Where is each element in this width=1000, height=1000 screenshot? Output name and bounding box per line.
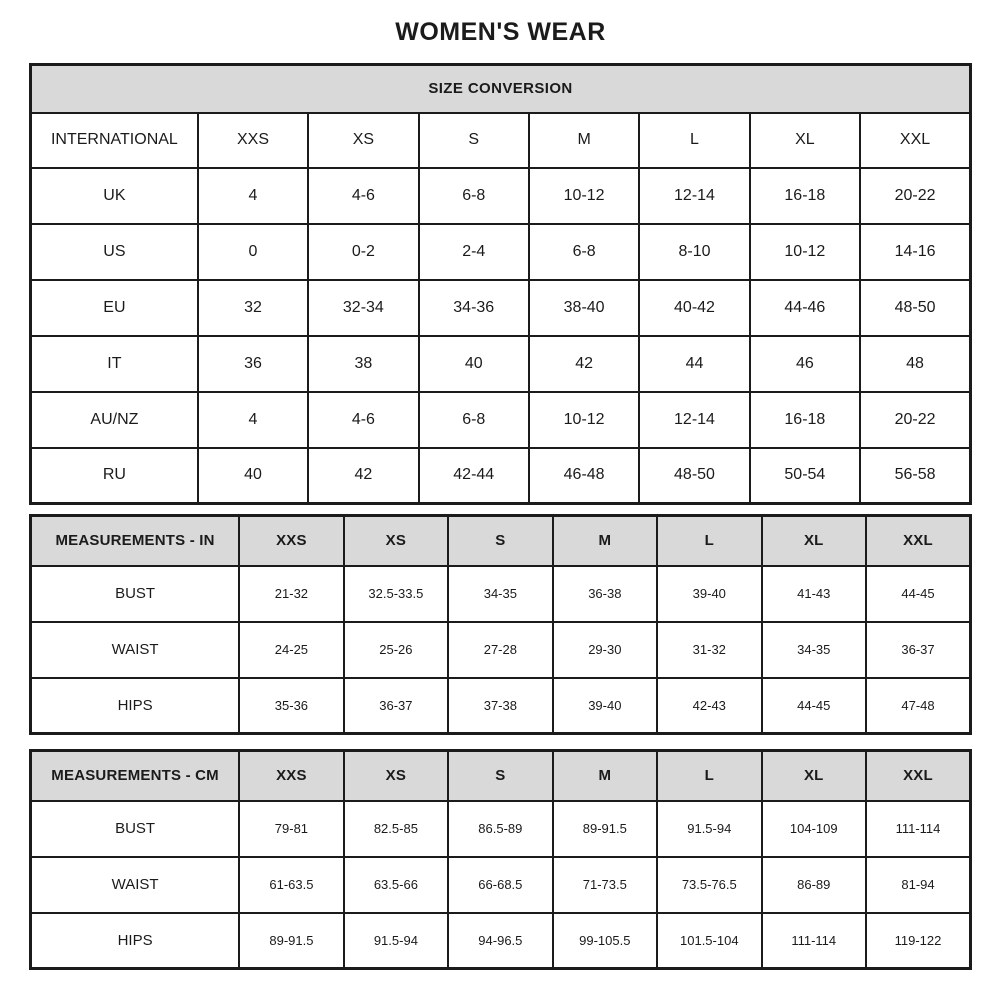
size-value-cell: 20-22 <box>860 168 970 224</box>
measurement-label-cell: HIPS <box>31 913 240 969</box>
size-value-cell: 42 <box>308 448 418 504</box>
size-value-cell: 10-12 <box>750 224 860 280</box>
size-conversion-row <box>31 392 971 448</box>
size-conversion-columns-row <box>31 113 971 168</box>
size-conversion-row <box>31 448 971 504</box>
size-value-cell: 6-8 <box>419 168 529 224</box>
size-conversion-header: SIZE CONVERSION <box>31 65 971 113</box>
measurement-value-cell: 47-48 <box>866 678 971 734</box>
size-column-header: XS <box>344 516 448 566</box>
measurement-value-cell: 91.5-94 <box>657 801 761 857</box>
size-value-cell: 32 <box>198 280 308 336</box>
size-conversion-row <box>31 168 971 224</box>
measurements-in-header-row <box>31 516 971 566</box>
size-value-cell: 46 <box>750 336 860 392</box>
size-value-cell: 4 <box>198 168 308 224</box>
size-column-header: XXS <box>239 751 343 801</box>
size-value-cell: 40 <box>419 336 529 392</box>
page-title: WOMEN'S WEAR <box>395 18 606 46</box>
size-value-cell: 12-14 <box>639 168 749 224</box>
size-value-cell: 32-34 <box>308 280 418 336</box>
size-value-cell: 42-44 <box>419 448 529 504</box>
international-header-cell: INTERNATIONAL <box>31 113 198 168</box>
measurement-value-cell: 71-73.5 <box>553 857 657 913</box>
measurement-value-cell: 34-35 <box>448 566 552 622</box>
size-conversion-band-row <box>31 65 971 113</box>
size-column-header: XXS <box>239 516 343 566</box>
measurements-in-table <box>29 514 972 735</box>
size-value-cell: 48 <box>860 336 970 392</box>
size-column-header: S <box>448 751 552 801</box>
size-column-header: XXS <box>198 113 308 168</box>
size-value-cell: 38-40 <box>529 280 639 336</box>
size-value-cell: 48-50 <box>860 280 970 336</box>
size-value-cell: 6-8 <box>419 392 529 448</box>
measurement-value-cell: 81-94 <box>866 857 971 913</box>
size-value-cell: 8-10 <box>639 224 749 280</box>
measurement-value-cell: 79-81 <box>239 801 343 857</box>
measurement-value-cell: 44-45 <box>866 566 971 622</box>
size-value-cell: 2-4 <box>419 224 529 280</box>
size-value-cell: 4 <box>198 392 308 448</box>
size-column-header: M <box>553 751 657 801</box>
measurements-cm-header-row <box>31 751 971 801</box>
region-label-cell: EU <box>31 280 198 336</box>
size-value-cell: 50-54 <box>750 448 860 504</box>
measurement-value-cell: 86.5-89 <box>448 801 552 857</box>
measurement-value-cell: 91.5-94 <box>344 913 448 969</box>
size-conversion-table <box>29 63 972 505</box>
size-value-cell: 48-50 <box>639 448 749 504</box>
measurement-label-cell: WAIST <box>31 857 240 913</box>
size-value-cell: 16-18 <box>750 168 860 224</box>
size-column-header: XL <box>750 113 860 168</box>
size-value-cell: 46-48 <box>529 448 639 504</box>
size-value-cell: 44-46 <box>750 280 860 336</box>
measurement-value-cell: 39-40 <box>657 566 761 622</box>
measurement-value-cell: 101.5-104 <box>657 913 761 969</box>
region-label-cell: UK <box>31 168 198 224</box>
size-value-cell: 14-16 <box>860 224 970 280</box>
measurement-value-cell: 119-122 <box>866 913 971 969</box>
size-column-header: M <box>553 516 657 566</box>
measurement-value-cell: 32.5-33.5 <box>344 566 448 622</box>
size-column-header: L <box>657 516 761 566</box>
measurement-value-cell: 44-45 <box>762 678 866 734</box>
measurement-value-cell: 37-38 <box>448 678 552 734</box>
size-value-cell: 44 <box>639 336 749 392</box>
size-column-header: M <box>529 113 639 168</box>
measurements-in-row <box>31 622 971 678</box>
size-value-cell: 4-6 <box>308 392 418 448</box>
size-column-header: XS <box>344 751 448 801</box>
measurement-value-cell: 35-36 <box>239 678 343 734</box>
measurements-cm-row <box>31 913 971 969</box>
measurement-value-cell: 36-37 <box>866 622 971 678</box>
measurement-value-cell: 73.5-76.5 <box>657 857 761 913</box>
measurements-cm-header-cell: MEASUREMENTS - CM <box>31 751 240 801</box>
size-value-cell: 40 <box>198 448 308 504</box>
measurements-in-row <box>31 566 971 622</box>
size-column-header: L <box>657 751 761 801</box>
measurement-value-cell: 99-105.5 <box>553 913 657 969</box>
size-conversion-row <box>31 280 971 336</box>
measurement-value-cell: 63.5-66 <box>344 857 448 913</box>
size-column-header: XXL <box>866 516 971 566</box>
size-column-header: S <box>419 113 529 168</box>
measurement-value-cell: 24-25 <box>239 622 343 678</box>
measurement-value-cell: 29-30 <box>553 622 657 678</box>
measurement-value-cell: 111-114 <box>866 801 971 857</box>
measurement-value-cell: 111-114 <box>762 913 866 969</box>
size-value-cell: 42 <box>529 336 639 392</box>
region-label-cell: AU/NZ <box>31 392 198 448</box>
measurements-in-body <box>31 566 971 734</box>
measurement-value-cell: 42-43 <box>657 678 761 734</box>
size-column-header: L <box>639 113 749 168</box>
region-label-cell: IT <box>31 336 198 392</box>
size-value-cell: 38 <box>308 336 418 392</box>
measurements-in-header-cell: MEASUREMENTS - IN <box>31 516 240 566</box>
measurement-value-cell: 25-26 <box>344 622 448 678</box>
region-label-cell: RU <box>31 448 198 504</box>
measurement-value-cell: 36-37 <box>344 678 448 734</box>
measurement-value-cell: 39-40 <box>553 678 657 734</box>
measurement-value-cell: 94-96.5 <box>448 913 552 969</box>
measurement-value-cell: 82.5-85 <box>344 801 448 857</box>
measurement-value-cell: 41-43 <box>762 566 866 622</box>
size-value-cell: 20-22 <box>860 392 970 448</box>
size-value-cell: 16-18 <box>750 392 860 448</box>
measurement-label-cell: BUST <box>31 801 240 857</box>
size-column-header: S <box>448 516 552 566</box>
size-conversion-row <box>31 336 971 392</box>
measurement-value-cell: 34-35 <box>762 622 866 678</box>
size-value-cell: 0 <box>198 224 308 280</box>
measurement-value-cell: 66-68.5 <box>448 857 552 913</box>
size-value-cell: 6-8 <box>529 224 639 280</box>
measurements-cm-body <box>31 801 971 969</box>
size-value-cell: 34-36 <box>419 280 529 336</box>
size-column-header: XL <box>762 516 866 566</box>
measurement-value-cell: 31-32 <box>657 622 761 678</box>
measurement-value-cell: 104-109 <box>762 801 866 857</box>
measurement-label-cell: WAIST <box>31 622 240 678</box>
measurement-label-cell: HIPS <box>31 678 240 734</box>
size-value-cell: 10-12 <box>529 392 639 448</box>
measurement-value-cell: 27-28 <box>448 622 552 678</box>
size-column-header: XXL <box>860 113 970 168</box>
measurements-cm-table <box>29 749 972 970</box>
size-value-cell: 36 <box>198 336 308 392</box>
measurement-value-cell: 86-89 <box>762 857 866 913</box>
size-value-cell: 0-2 <box>308 224 418 280</box>
measurement-label-cell: BUST <box>31 566 240 622</box>
size-column-header: XS <box>308 113 418 168</box>
size-conversion-body <box>31 168 971 504</box>
measurement-value-cell: 89-91.5 <box>239 913 343 969</box>
size-value-cell: 40-42 <box>639 280 749 336</box>
measurements-in-row <box>31 678 971 734</box>
measurement-value-cell: 89-91.5 <box>553 801 657 857</box>
size-column-header: XL <box>762 751 866 801</box>
measurement-value-cell: 36-38 <box>553 566 657 622</box>
region-label-cell: US <box>31 224 198 280</box>
measurements-cm-row <box>31 857 971 913</box>
size-value-cell: 56-58 <box>860 448 970 504</box>
size-value-cell: 12-14 <box>639 392 749 448</box>
measurement-value-cell: 21-32 <box>239 566 343 622</box>
size-conversion-row <box>31 224 971 280</box>
size-column-header: XXL <box>866 751 971 801</box>
measurements-cm-row <box>31 801 971 857</box>
size-value-cell: 10-12 <box>529 168 639 224</box>
measurement-value-cell: 61-63.5 <box>239 857 343 913</box>
size-value-cell: 4-6 <box>308 168 418 224</box>
